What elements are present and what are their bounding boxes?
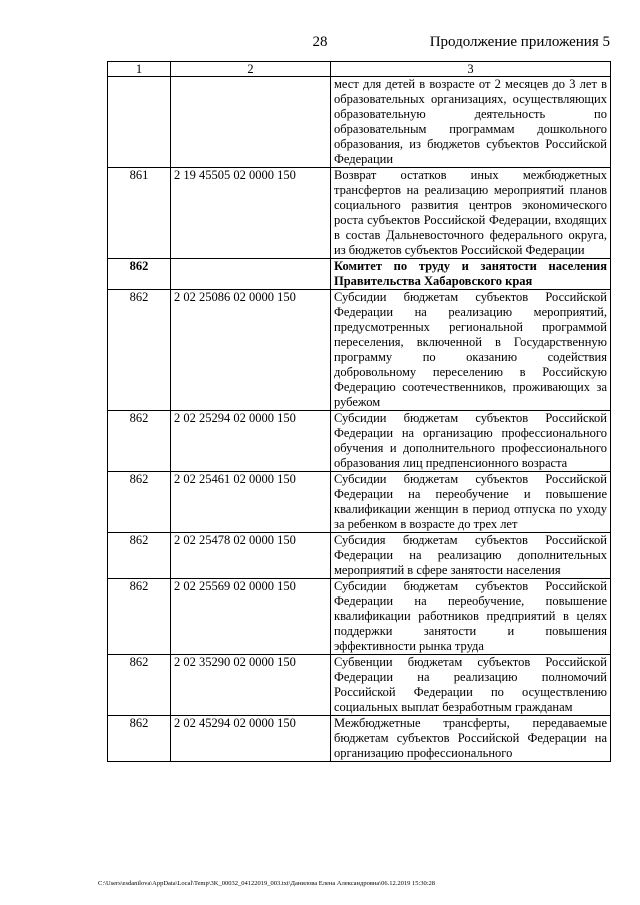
table-row (108, 579, 611, 655)
revenue-code-cell: 2 02 45294 02 0000 150 (171, 716, 331, 762)
admin-code-cell: 862 (108, 411, 171, 472)
revenue-code-cell (171, 259, 331, 290)
description-cell: Возврат остатков иных межбюджетных трансфертов на реализацию мероприятий планов социального развития центров экономического роста субъектов Российской Федерации, входящих в состав Дальневосточного федерального округа, из бюджетов субъектов Российской Федерации (331, 168, 611, 259)
revenue-code-cell: 2 02 25461 02 0000 150 (171, 472, 331, 533)
table-row (108, 290, 611, 411)
admin-code-cell: 862 (108, 259, 171, 290)
revenue-code-cell: 2 02 25569 02 0000 150 (171, 579, 331, 655)
admin-code-cell: 861 (108, 168, 171, 259)
description-cell: Субсидии бюджетам субъектов Российской Федерации на переобучение и повышение квалификации женщин в период отпуска по уходу за ребенком в возрасте до трех лет (331, 472, 611, 533)
description-cell: Субсидии бюджетам субъектов Российской Федерации на реализацию мероприятий, предусмотренных региональной программой переселения, включенной в Государственную программу по оказанию содействия добровольному переселению в Российскую Федерацию соотечественников, проживающих за рубежом (331, 290, 611, 411)
description-cell: Субвенции бюджетам субъектов Российской Федерации на реализацию полномочий Российской Федерации по осуществлению социальных выплат безработным гражданам (331, 655, 611, 716)
description-cell: Субсидии бюджетам субъектов Российской Федерации на организацию профессионального обучения и дополнительного профессионального образования лиц предпенсионного возраста (331, 411, 611, 472)
section-title-cell: Комитет по труду и занятости населения Правительства Хабаровского края (331, 259, 611, 290)
table-row (108, 77, 611, 168)
budget-codes-table (107, 61, 611, 762)
admin-code-cell (108, 77, 171, 168)
admin-code-cell: 862 (108, 472, 171, 533)
description-cell: мест для детей в возрасте от 2 месяцев до 3 лет в образовательных организациях, осуществляющих образовательную деятельность по образовательным программам дошкольного образования, из бюджетов субъектов Российской Федерации (331, 77, 611, 168)
continuation-heading: Продолжение приложения 5 (429, 34, 610, 50)
table-row (108, 655, 611, 716)
admin-code-cell: 862 (108, 579, 171, 655)
table-section-row (108, 259, 611, 290)
table-row (108, 533, 611, 579)
column-header-2: 2 (171, 62, 331, 77)
admin-code-cell: 862 (108, 655, 171, 716)
page-number: 28 (312, 34, 328, 50)
description-cell: Субсидии бюджетам субъектов Российской Федерации на переобучение, повышение квалификации работников предприятий в целях поддержки занятости и повышения эффективности рынка труда (331, 579, 611, 655)
column-header-1: 1 (108, 62, 171, 77)
revenue-code-cell: 2 02 35290 02 0000 150 (171, 655, 331, 716)
column-header-3: 3 (331, 62, 611, 77)
revenue-code-cell (171, 77, 331, 168)
revenue-code-cell: 2 02 25478 02 0000 150 (171, 533, 331, 579)
admin-code-cell: 862 (108, 533, 171, 579)
revenue-code-cell: 2 02 25294 02 0000 150 (171, 411, 331, 472)
table-row (108, 716, 611, 762)
description-cell: Субсидия бюджетам субъектов Российской Федерации на реализацию дополнительных мероприятий в сфере занятости населения (331, 533, 611, 579)
description-cell: Межбюджетные трансферты, передаваемые бюджетам субъектов Российской Федерации на организацию профессионального (331, 716, 611, 762)
table-row (108, 411, 611, 472)
table-row (108, 472, 611, 533)
table-row (108, 168, 611, 259)
revenue-code-cell: 2 19 45505 02 0000 150 (171, 168, 331, 259)
admin-code-cell: 862 (108, 290, 171, 411)
revenue-code-cell: 2 02 25086 02 0000 150 (171, 290, 331, 411)
admin-code-cell: 862 (108, 716, 171, 762)
table-header-row (108, 62, 611, 77)
file-path-footer: C:\Users\esdanilova\AppData\Local\Temp\3K_00032_04122019_003.txt\Данилова Елена Александровна\06.12.2019 15:30:28 (98, 880, 436, 887)
